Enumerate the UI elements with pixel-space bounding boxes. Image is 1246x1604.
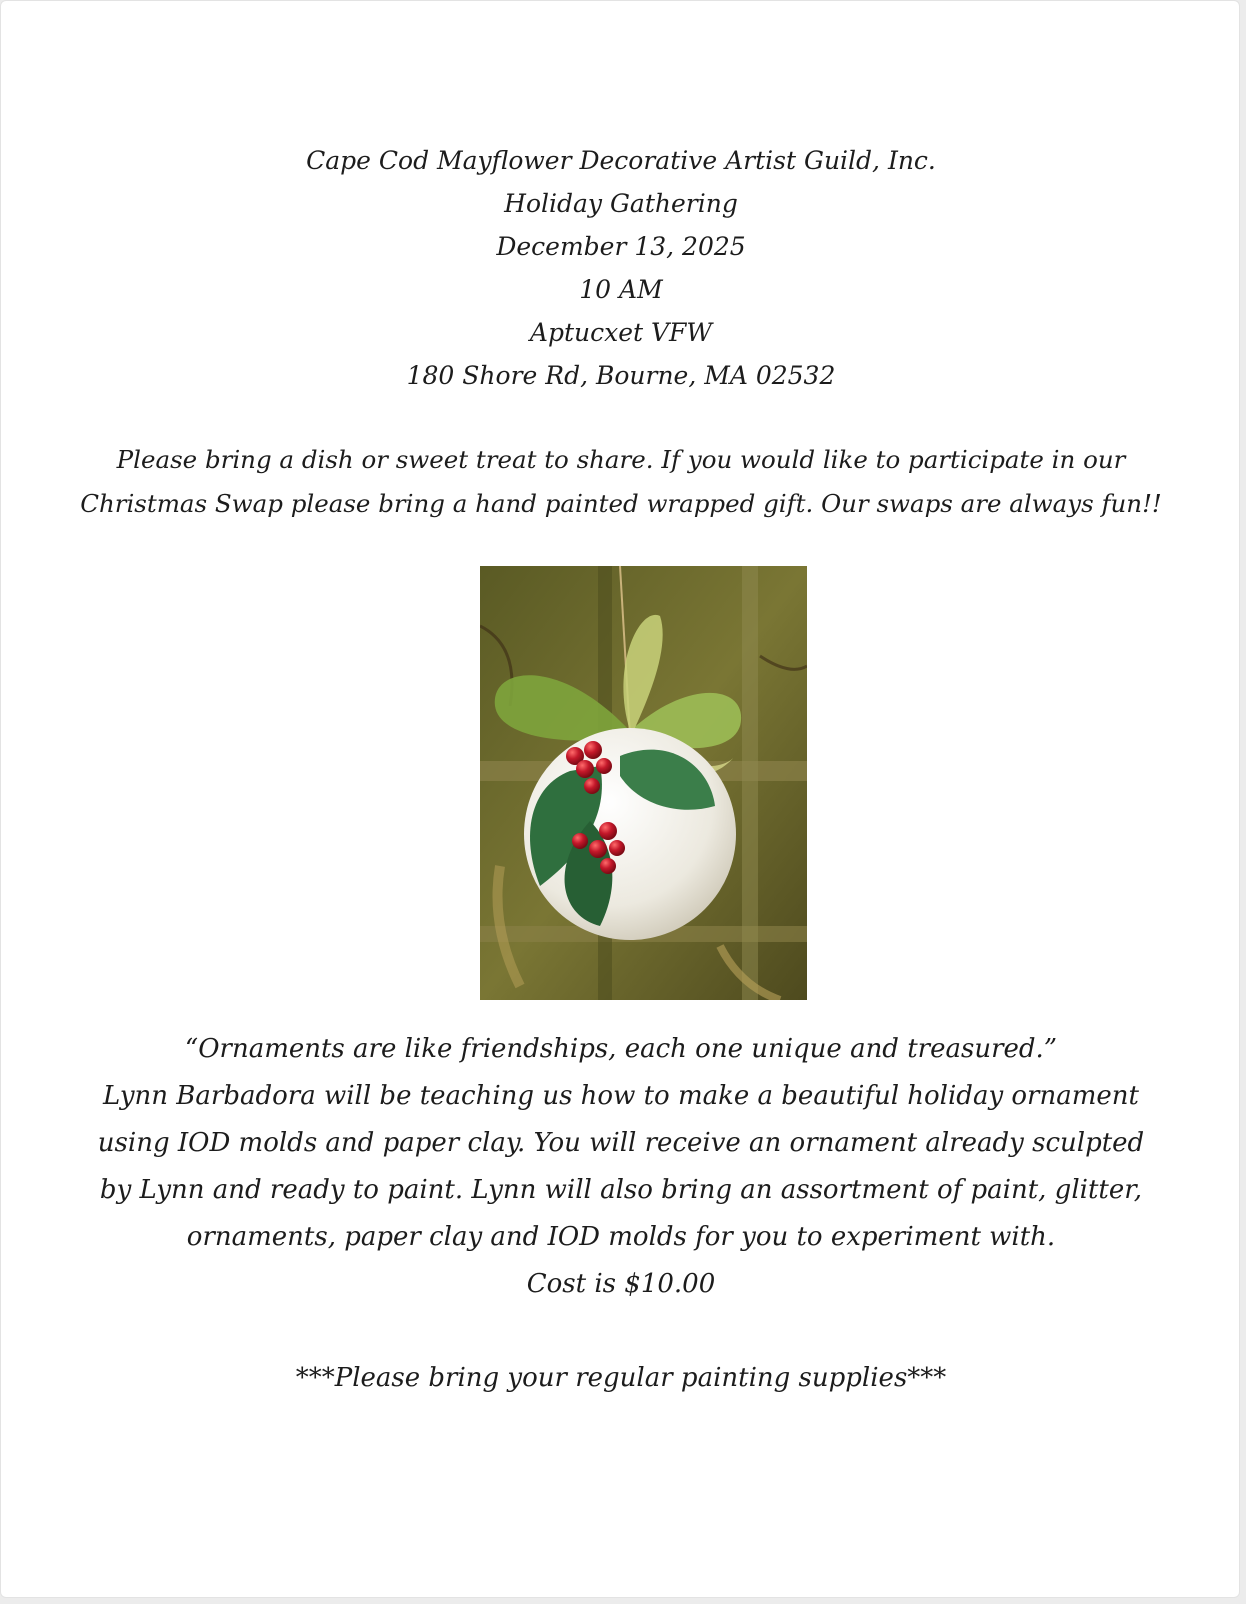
ornament-photo <box>480 566 807 1000</box>
intro-line: Christmas Swap please bring a hand painted wrapped gift. Our swaps are always fun!! <box>80 489 1162 518</box>
guild-name: Cape Cod Mayflower Decorative Artist Guild, Inc. <box>306 146 936 175</box>
intro-line: Please bring a dish or sweet treat to share. If you would like to participate in our <box>116 445 1126 474</box>
event-date: December 13, 2025 <box>496 232 746 261</box>
cost-line: Cost is $10.00 <box>526 1269 716 1299</box>
intro-paragraph <box>1 438 1241 526</box>
workshop-description <box>1 1026 1241 1308</box>
quote-line: “Ornaments are like friendships, each one unique and treasured.” <box>184 1034 1058 1064</box>
venue-address: 180 Shore Rd, Bourne, MA 02532 <box>406 361 836 390</box>
description-line: by Lynn and ready to paint. Lynn will also bring an assortment of paint, glitter, <box>99 1175 1143 1205</box>
supplies-note: ***Please bring your regular painting supplies*** <box>295 1363 947 1393</box>
event-time: 10 AM <box>579 275 663 304</box>
description-line: using IOD molds and paper clay. You will receive an ornament already sculpted <box>97 1128 1145 1158</box>
description-line: ornaments, paper clay and IOD molds for you to experiment with. <box>186 1222 1056 1252</box>
event-title: Holiday Gathering <box>504 189 738 218</box>
event-header <box>1 139 1241 397</box>
venue-name: Aptucxet VFW <box>529 318 713 347</box>
description-line: Lynn Barbadora will be teaching us how to make a beautiful holiday ornament <box>103 1081 1139 1111</box>
